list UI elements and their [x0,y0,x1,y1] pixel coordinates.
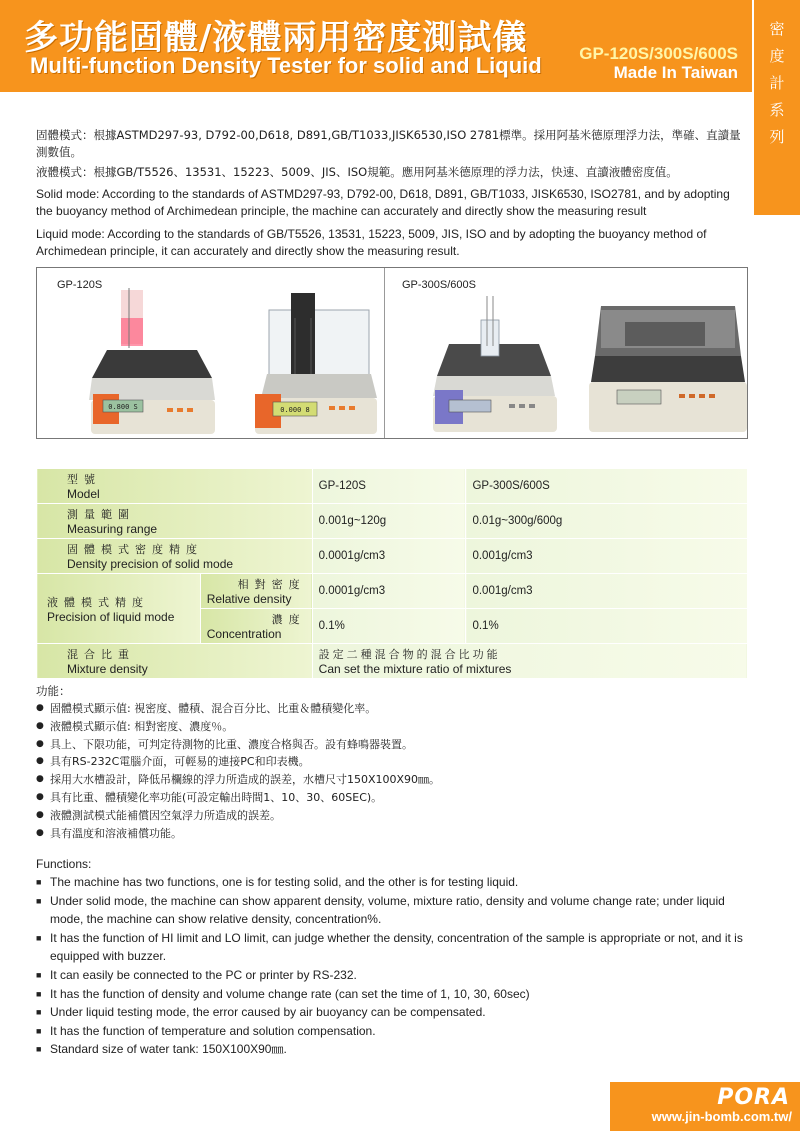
spec-solid-en: Density precision of solid mode [67,557,234,571]
side-tab-char: 度 [769,47,785,65]
display-text-right: 0.000 8 [280,406,310,414]
table-row [37,469,748,504]
list-item: ■ It has the function of HI limit and LO limit, can judge whether the density, concentration of the sample is appropriate or not, and it is equipped with buzzer. [36,930,743,964]
header-band [0,0,752,92]
side-tab-char: 列 [769,128,785,146]
spec-range-v2: 0.01g~300g/600g [466,504,748,539]
side-tab-char: 密 [769,20,785,38]
table-row [37,504,748,539]
made-in-label: Made In Taiwan [613,63,738,82]
spec-model-v1: GP-120S [312,469,466,504]
intro-solid-en: Solid mode: According to the standards of ASTMD297-93, D792-00, D618, D891, GB/T1033, JISK6530, ISO2781, and by adopting the buoyancy method of Archimedean principle, the machine can accurately and directly show the measuring result [36,187,730,218]
features-en-list [36,873,748,1059]
list-item: ● 液體模式顯示值: 相對密度、濃度％。 [36,719,234,733]
table-row [37,539,748,574]
page-title-zh: 多功能固體/液體兩用密度測試儀 [24,18,528,58]
photo-label-gp120s: GP-120S [57,279,103,291]
list-item: ● 液體測試模式能補償因空氣浮力所造成的誤差。 [36,808,281,822]
intro-liquid-zh: 液體模式：根據GB/T5526、13531、15223、5009、JIS、ISO規範。應用阿基米德原理的浮力法，快速、直讀液體密度值。 [36,165,678,179]
spec-rel-en: Relative density [206,592,292,606]
features-zh-list [36,700,748,842]
list-item: ■ It has the function of density and volume change rate (can set the time of 1, 10, 30, 60sec) [36,986,530,1001]
spec-mix-zh: 混合比重 [67,648,135,661]
spec-model-v2: GP-300S/600S [466,469,748,504]
side-tab-char: 系 [769,101,785,119]
list-item: ■ The machine has two functions, one is for testing solid, and the other is for testing liquid. [36,875,519,889]
features-zh-title: 功能： [36,684,71,698]
list-item: ■ Standard size of water tank: 150X100X90㎜. [36,1042,287,1057]
brand-logo: PORA [717,1085,790,1110]
website-url[interactable]: www.jin-bomb.com.tw/ [651,1109,792,1124]
list-item: ■ It has the function of temperature and solution compensation. [36,1023,376,1038]
spec-mix-en: Mixture density [67,662,148,676]
list-item: ■ Under solid mode, the machine can show apparent density, volume, mixture ratio, density and volume change rate; under liquid mode, the machine can show relative density, concentration%. [36,893,725,927]
list-item: ● 具有RS-232C電腦介面，可輕易的連接PC和印表機。 [36,755,310,769]
list-item: ● 具有比重、體積變化率功能(可設定輸出時間1、10、30、60SEC)。 [36,790,383,804]
page-title-en: Multi-function Density Tester for solid and Liquid [30,53,542,78]
gp120s-photo [77,288,377,438]
spec-range-en: Measuring range [67,522,158,536]
list-item: ● 採用大水槽設計，降低吊欄線的浮力所造成的誤差，水槽尺寸150X100X90㎜。 [36,773,441,787]
side-tab-char: 計 [769,74,785,92]
list-item: ● 具有溫度和溶液補償功能。 [36,826,182,840]
spec-table [36,468,748,679]
spec-conc-v1: 0.1% [312,609,466,644]
product-photo-box [36,267,748,439]
side-tab [752,0,800,215]
spec-mix-value-zh: 設定二種混合物的混合比功能 [318,648,501,661]
spec-rel-zh: 相對密度 [237,578,306,591]
spec-mix-value-en: Can set the mixture ratio of mixtures [318,662,512,676]
spec-rel-v2: 0.001g/cm3 [466,574,748,609]
spec-liquid-zh: 液體模式精度 [47,595,149,609]
gp300s-photo [429,286,747,438]
list-item: ■ Under liquid testing mode, the error caused by air buoyancy can be compensated. [36,1005,486,1020]
spec-solid-v1: 0.0001g/cm3 [312,539,466,574]
spec-conc-v2: 0.1% [466,609,748,644]
list-item: ● 固體模式顯示值: 視密度、體積、混合百分比、比重＆體積變化率。 [36,702,377,715]
photo-divider [384,268,385,438]
spec-range-zh: 測量範圍 [67,508,135,521]
footer-band [610,1082,800,1131]
features-en-title: Functions: [36,857,92,871]
intro-solid-zh: 固體模式：根據ASTMD297-93, D792-00,D618, D891,GB/T1033,JISK6530,ISO 2781標準。採用阿基米德原理浮力法，準確、直讀量測數值。 [36,128,741,159]
spec-model-zh: 型號 [67,473,101,486]
list-item: ■ It can easily be connected to the PC or printer by RS-232. [36,967,357,982]
spec-conc-zh: 濃度 [271,613,306,626]
spec-model-en: Model [67,487,100,501]
table-row [37,644,748,679]
spec-range-v1: 0.001g~120g [312,504,466,539]
spec-rel-v1: 0.0001g/cm3 [312,574,466,609]
spec-conc-en: Concentration [206,627,282,641]
spec-liquid-en: Precision of liquid mode [47,609,175,624]
table-row [37,574,748,609]
spec-solid-zh: 固體模式密度精度 [67,543,203,556]
model-code: GP-120S/300S/600S [579,44,738,63]
display-text-left: 0.800 S [108,403,138,411]
photo-label-gp300s: GP-300S/600S [402,279,476,291]
list-item: ● 具上、下限功能，可判定待測物的比重、濃度合格與否。設有蜂鳴器裝置。 [36,737,413,751]
intro-liquid-en: Liquid mode: According to the standards of GB/T5526, 13531, 15223, 5009, JIS, ISO and by adopting the buoyancy method of Archimedean principle, it can accurately and directly show the measuring result. [36,227,707,258]
spec-solid-v2: 0.001g/cm3 [466,539,748,574]
